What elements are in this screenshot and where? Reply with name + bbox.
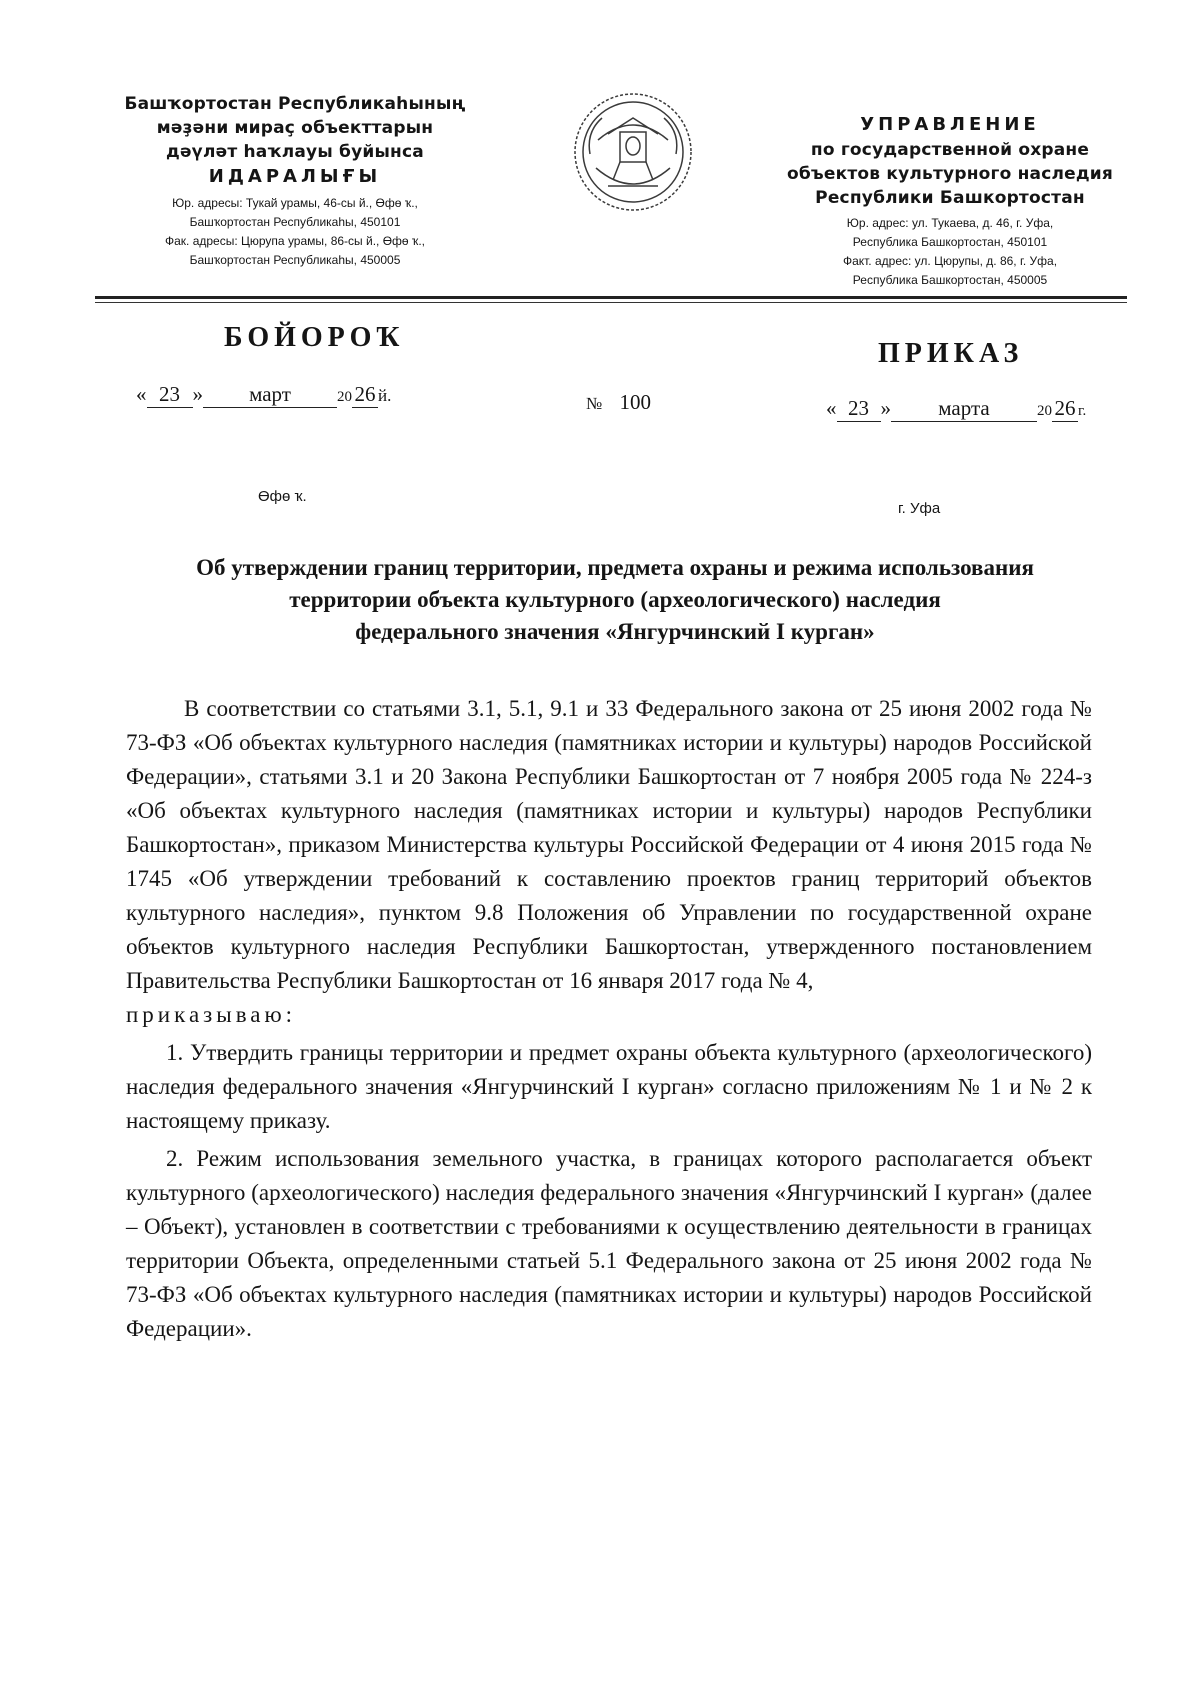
org-name-russian-line3: объектов культурного наследия [786,164,1114,184]
document-title-line2: территории объекта культурного (археологического) наследия [289,587,941,612]
doc-kind-bashkir: БОЙОРОҠ [224,322,405,353]
address-russian-line1: Юр. адрес: ул. Тукаева, д. 46, г. Уфа, [846,216,1054,230]
org-name-bashkir-line2: мәҙәни мираҫ объекттарын [156,118,434,138]
order-item-2: 2. Режим использования земельного участка, в границах которого располагается объект культурного (археологического) наследия федерального значения «Янгурчинский I курган» (далее – Объект), установлен в соответствии с требованиями к осуществлению деятельности в границах территории Объекта, определенными статьей 5.1 Федерального закона от 25 июня 2002 года № 73-ФЗ «Об объектах культурного наследия (памятниках истории и культуры) народов Российской Федерации». [126,1146,1092,1341]
address-russian-line4: Республика Башкортостан, 450005 [852,273,1048,287]
address-russian-line2: Республика Башкортостан, 450101 [852,235,1048,249]
document-body [126,692,1092,1346]
header-divider-thin [95,302,1127,303]
address-bashkir-line1: Юр. адресы: Тукай урамы, 46-сы й., Өфө ҡ., [172,196,418,210]
doc-kind-russian: ПРИКАЗ [878,338,1024,369]
date-bashkir-year-prefix: 20 [337,389,352,405]
address-bashkir-line2: Башҡортостан Республикаһы, 450101 [189,215,401,229]
date-russian-day: 23 [837,396,881,422]
document-title-line3: федерального значения «Янгурчинский I курган» [355,619,875,644]
date-russian-close-quote: » [880,396,891,420]
date-bashkir-day: 23 [147,382,193,408]
date-russian-month: марта [891,396,1037,422]
org-name-russian-line2: по государственной охране [810,140,1090,160]
org-name-bashkir-line3: дәүләт һаҡлауы буйынса [166,142,424,162]
order-word: приказываю: [126,1002,297,1027]
address-russian-line3: Факт. адрес: ул. Цюрупы, д. 86, г. Уфа, [842,254,1058,268]
date-russian-year-prefix: 20 [1037,403,1052,419]
date-bashkir-month: март [203,382,337,408]
address-bashkir-line3: Фак. адресы: Цюрупа урамы, 86-сы й., Өфө ҡ., [164,234,426,248]
document-title-line1: Об утверждении границ территории, предмета охраны и режима использования [196,555,1034,580]
city-bashkir: Өфө ҡ. [258,488,307,505]
order-number-value: 100 [619,390,651,414]
header-divider-thick [95,296,1127,299]
org-name-russian-line1: УПРАВЛЕНИЕ [860,114,1040,135]
address-bashkir-line4: Башҡортостан Республикаһы, 450005 [189,253,401,267]
header-right-russian [780,112,1120,290]
date-bashkir-open-quote: « [136,382,147,406]
order-number [586,390,651,415]
header-left-bashkir [100,92,490,270]
date-russian-year-suffix: 26 [1052,396,1078,422]
date-bashkir [136,382,391,408]
org-name-bashkir-line1: Башҡортостан Республикаһының [124,94,466,114]
date-russian-year-mark: г. [1078,403,1087,419]
preamble-paragraph: В соответствии со статьями 3.1, 5.1, 9.1 и 33 Федерального закона от 25 июня 2002 года № 73-ФЗ «Об объектах культурного наследия (памятниках истории и культуры) народов Российской Федерации», статьями 3.1 и 20 Закона Республики Башкортостан от 7 ноября 2005 года № 224-з «Об объектах культурного наследия (памятниках истории и культуры) народов Республики Башкортостан», приказом Министерства культуры Российской Федерации от 4 июня 2015 года № 1745 «Об утверждении требований к составлению проектов границ территорий объектов культурного наследия», пунктом 9.8 Положения об Управлении по государственной охране объектов культурного наследия Республики Башкортостан, утвержденного постановлением Правительства Республики Башкортостан от 16 января 2017 года № 4, [126,696,1092,993]
coat-of-arms-emblem-icon [568,88,698,216]
date-bashkir-year-suffix: 26 [352,382,378,408]
date-bashkir-close-quote: » [192,382,203,406]
org-name-bashkir-line4: ИДАРАЛЫҒЫ [208,166,382,187]
address-russian [780,214,1120,290]
address-bashkir [100,194,490,270]
city-russian: г. Уфа [898,500,941,517]
order-number-sign: № [586,394,603,413]
date-russian-open-quote: « [826,396,837,420]
order-item-1: 1. Утвердить границы территории и предмет охраны объекта культурного (археологического) наследия федерального значения «Янгурчинский I курган» согласно приложениям № 1 и № 2 к настоящему приказу. [126,1040,1092,1133]
date-bashkir-year-mark: й. [378,386,392,405]
org-name-russian-line4: Республики Башкортостан [815,188,1085,208]
date-russian [826,396,1086,422]
document-title [100,552,1130,648]
